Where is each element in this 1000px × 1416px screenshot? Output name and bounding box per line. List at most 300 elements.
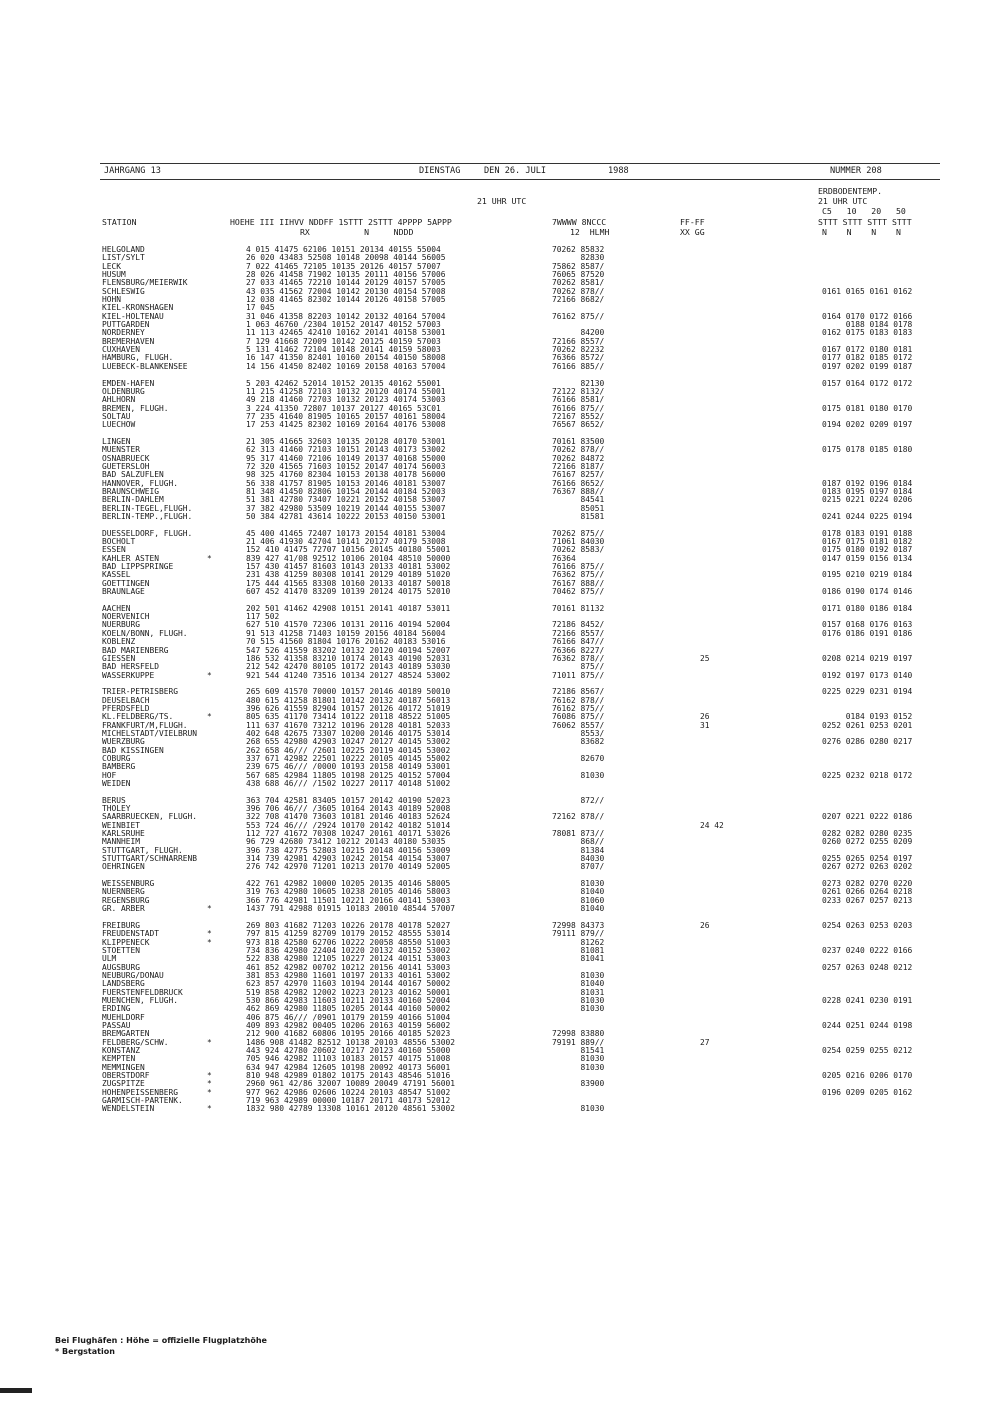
synop-data: 27 033 41465 72210 10144 20129 40157 57005 [246,278,446,288]
weather-cloud-data: 81030 [552,1054,605,1064]
soil-temperature-data: 0228 0241 0230 0191 [822,995,913,1005]
station-name: MUENSTER [102,445,141,455]
synop-data: 31 046 41358 82203 10142 20132 40164 57004 [246,311,446,321]
synop-data: 977 962 42986 02606 10224 20103 48547 51002 [246,1087,451,1097]
synop-data: 56 338 41757 81905 10153 20146 40181 53007 [246,478,446,488]
mountain-station-mark: * [207,1087,212,1097]
mountain-station-mark: * [207,1037,212,1047]
soil-temperature-data: 0161 0165 0161 0162 [822,286,913,296]
synop-data: 3 224 41350 72807 10137 20127 40165 53C01 [246,403,441,413]
soil-temperature-data: 0187 0192 0196 0184 [822,478,913,488]
synop-data: 212 542 42470 80105 10172 20143 40189 53030 [246,662,451,672]
station-row [0,780,1000,788]
synop-data: 202 501 41462 42908 10151 20141 40187 53011 [246,603,451,613]
synop-data: 5 131 41462 72104 10148 20141 40159 58003 [246,345,441,355]
synop-data: 480 615 41258 81801 10142 20132 40187 56013 [246,695,451,705]
weather-cloud-data: 72167 8552/ [552,411,605,421]
station-name: OEHRINGEN [102,862,145,872]
synop-data: 810 948 42989 01802 10175 20143 48546 51016 [246,1071,451,1081]
mountain-station-mark: * [207,1104,212,1114]
station-name: KOBLENZ [102,637,136,647]
synop-data: 921 544 41240 73516 10134 20127 48524 53002 [246,670,451,680]
station-name: STUTTGART, FLUGH. [102,845,183,855]
station-name: HAMBURG, FLUGH. [102,353,174,363]
weather-cloud-data: 81040 [552,979,605,989]
station-name: THOLEY [102,804,131,814]
synop-data: 21 406 41930 42704 10141 20127 40179 53008 [246,537,446,547]
weather-cloud-data: 76166 885// [552,361,605,371]
station-name: HOHN [102,295,122,305]
station-name: LUEBECK-BLANKENSEE [102,361,188,371]
synop-data: 734 836 42980 22404 10220 20132 40152 53002 [246,945,451,955]
year-label: 1988 [608,166,629,176]
weather-cloud-data: 76366 8572/ [552,353,605,363]
issue-number: NUMMER 208 [830,166,882,176]
station-name: PASSAU [102,1020,131,1030]
weather-cloud-data: 82130 [552,378,605,388]
synop-data: 438 688 46/// /1502 10227 20117 40148 51002 [246,779,451,788]
weather-cloud-data: 868// [552,837,605,847]
soil-temperature-data: 0175 0181 0180 0170 [822,403,913,413]
station-column-header: STATION [102,217,137,227]
station-name: MUENCHEN, FLUGH. [102,995,179,1005]
synop-data: 28 026 41458 71902 10135 20111 40156 57006 [246,270,446,280]
synop-data: 11 113 42465 42410 10162 20141 40158 53001 [246,328,446,338]
station-row [0,380,1000,388]
synop-data: 49 218 41460 72703 10132 20123 40174 53003 [246,395,446,405]
station-name: WASSERKUPPE [102,670,155,680]
weather-cloud-data: 70462 875// [552,587,605,597]
station-row [0,755,1000,763]
synop-data: 314 739 42981 42903 10242 20154 40154 53007 [246,854,451,864]
synop-data: 175 444 41565 83308 10160 20133 40187 50018 [246,578,451,588]
station-name: HUSUM [102,270,126,280]
synop-data: 157 430 41457 81603 10143 20133 40181 53002 [246,562,451,572]
soil-temperature-data: 0157 0168 0176 0163 [822,620,913,630]
station-name: OBERSTDORF [102,1071,150,1081]
synop-data: 1 063 46760 /2304 10152 20147 40152 57003 [246,320,441,330]
synop-data: 112 727 41672 70308 10247 20161 40171 53026 [246,829,451,839]
station-name: SAARBRUECKEN, FLUGH. [102,812,198,822]
station-name: EMDEN-HAFEN [102,378,155,388]
soil-stt-header: STTT STTT STTT STTT [818,217,912,227]
soil-depth-header: C5 10 20 50 [822,206,906,216]
station-name: MUEHLDORF [102,1012,145,1022]
station-name: SCHLESWIG [102,286,145,296]
weather-cloud-data: 76162 875// [552,311,605,321]
station-name: NUERNBERG [102,887,145,897]
station-name: HELGOLAND [102,245,145,254]
synop-data: 366 776 42981 11501 10221 20166 40141 53003 [246,895,451,905]
synop-data: 719 963 42989 00000 10187 20171 40173 52012 [246,1096,451,1106]
station-name: BAMBERG [102,762,136,772]
weather-cloud-data: 70262 84872 [552,453,605,463]
weather-cloud-data: 81581 [552,512,605,521]
soil-temperature-data: 0241 0244 0225 0194 [822,512,913,521]
synop-data: 269 803 41682 71203 10226 20178 40178 52027 [246,920,451,930]
station-name: BAD LIPPSPRINGE [102,562,174,572]
weather-cloud-data: 81030 [552,1104,605,1114]
weather-cloud-data: 76364 [552,553,576,563]
weather-cloud-data: 82670 [552,753,605,763]
synop-data: 17 045 [246,303,275,313]
synop-data: 530 866 42983 11603 10211 20133 40160 52004 [246,995,451,1005]
synop-data: 98 325 41760 82304 10153 20138 40178 56000 [246,470,446,480]
weather-cloud-data: 875// [552,662,605,672]
station-row [0,905,1000,913]
station-name: BREMGARTEN [102,1029,150,1039]
station-row [0,421,1000,429]
synop-data: 16 147 41350 82401 10160 20154 40150 58008 [246,353,446,363]
station-name: BOCHOLT [102,537,136,547]
station-table [0,246,1000,1114]
weather-cloud-data: 76062 8557/ [552,720,605,730]
weather-cloud-data: 78081 873// [552,829,605,839]
synop-data: 117 502 [246,612,280,622]
weather-cloud-data: 79111 879// [552,929,605,939]
soil-temperature-data: 0184 0193 0152 [822,712,913,722]
station-row [0,363,1000,371]
weather-cloud-data: 76567 8652/ [552,420,605,430]
synop-data: 91 513 41258 71403 10159 20156 40184 56004 [246,628,446,638]
weather-cloud-data: 81081 [552,945,605,955]
synop-data: 96 729 42680 73412 10212 20143 40180 53035 [246,837,446,847]
weather-cloud-data: 70262 878// [552,286,605,296]
synop-data: 973 818 42580 62706 10222 20058 48550 51003 [246,937,451,947]
synop-data: 623 857 42970 11603 10194 20144 40167 50002 [246,979,451,989]
soil-temperature-data: 0205 0216 0206 0170 [822,1071,913,1081]
synop-data: 567 685 42984 11805 10198 20125 40152 57004 [246,770,451,780]
weather-cloud-data: 81040 [552,904,605,914]
synop-data: 422 761 42982 10000 10205 20135 40146 58005 [246,879,451,889]
weather-cloud-data: 81030 [552,1004,605,1014]
station-name: BERUS [102,795,126,805]
weekday-label: DIENSTAG [419,166,461,176]
synop-data: 462 869 42980 11805 10205 20144 40160 50002 [246,1004,451,1014]
date-label: DEN 26. JULI [484,166,547,176]
synop-data: 77 235 41640 81905 10165 20157 40161 58004 [246,411,446,421]
synop-data: 186 532 41358 83210 10174 20143 40190 52031 [246,653,451,663]
station-row [0,997,1000,1005]
weather-cloud-data: 76367 888// [552,486,605,496]
station-name: BERLIN-TEGEL,FLUGH. [102,503,193,513]
synop-data: 43 035 41562 72004 10142 20130 40154 57008 [246,286,446,296]
station-name: STOETTEN [102,945,141,955]
synop-data: 45 400 41465 72407 10173 20154 40181 53004 [246,528,446,538]
synop-data: 152 410 41475 72707 10156 20145 40180 55001 [246,545,451,555]
weather-cloud-data: 70262 85832 [552,245,605,254]
wind-gust-data: 26 [700,712,710,722]
station-name: CUXHAVEN [102,345,141,355]
station-name: LINGEN [102,436,131,446]
wind-gust-data: 27 [700,1037,710,1047]
station-name: PFERDSFELD [102,703,150,713]
weather-cloud-data: 85051 [552,503,605,513]
issue-header-bar [100,163,940,180]
station-name: FLENSBURG/MEIERWIK [102,278,188,288]
station-name: KIEL-HOLTENAU [102,311,164,321]
soil-temperature-data: 0167 0172 0180 0181 [822,345,913,355]
weather-cloud-data: 76166 8581/ [552,395,605,405]
weather-cloud-data: 81030 [552,970,605,980]
synop-data: 805 635 41170 73414 10122 20118 48522 51005 [246,712,451,722]
station-row [0,930,1000,938]
station-name: BRAUNSCHWEIG [102,486,160,496]
station-name: COBURG [102,753,131,763]
synop-data: 409 893 42982 00405 10206 20163 40159 56002 [246,1020,451,1030]
station-name: WEISSENBURG [102,879,155,889]
station-row [0,571,1000,579]
synop-data: 337 671 42982 22501 10222 20105 40145 55002 [246,753,451,763]
soil-temperature-data: 0171 0180 0186 0184 [822,603,913,613]
weather-cloud-data: 81040 [552,887,605,897]
mountain-station-mark: * [207,553,212,563]
volume-label: JAHRGANG 13 [104,166,161,176]
weather-cloud-data: 81060 [552,895,605,905]
synop-data: 797 815 41259 82709 10179 20152 48555 53014 [246,929,451,939]
weather-cloud-data: 872// [552,795,605,805]
soil-temperature-data: 0188 0184 0178 [822,320,913,330]
station-name: FUERSTENFELDBRUCK [102,987,183,997]
synop-data: 839 427 41/08 92512 10106 20104 48510 50000 [246,553,451,563]
station-name: WUERZBURG [102,737,145,747]
weather-cloud-data: 72998 83880 [552,1029,605,1039]
station-row [0,605,1000,613]
station-name: OLDENBURG [102,386,145,396]
weather-column-header: 7WWWW 8NCCC [552,217,607,227]
weather-cloud-data: 72122 8132/ [552,386,605,396]
weather-cloud-data: 82830 [552,253,605,263]
soil-temperature-data: 0147 0159 0156 0134 [822,553,913,563]
weather-cloud-data: 72166 8682/ [552,295,605,305]
weather-cloud-data: 72166 8187/ [552,461,605,471]
soil-temperature-data: 0175 0180 0192 0187 [822,545,913,555]
soil-temperature-data: 0255 0265 0254 0197 [822,854,913,864]
scan-edge-mark [0,1388,32,1393]
synop-data: 239 675 46/// /0000 10193 20158 40149 53001 [246,762,451,772]
station-row [0,772,1000,780]
synop-data: 519 858 42982 12002 10223 20123 40162 50001 [246,987,451,997]
synop-data: 402 648 42675 73307 10200 20146 40175 53014 [246,728,451,738]
station-name: KARLSRUHE [102,829,145,839]
synop-data: 1832 980 42789 13308 10161 20120 48561 53002 [246,1104,456,1114]
weather-cloud-data: 70262 8581/ [552,278,605,288]
weather-cloud-data: 70161 83500 [552,436,605,446]
weather-cloud-data: 70262 878// [552,445,605,455]
weather-cloud-data: 81262 [552,937,605,947]
station-name: NEUBURG/DONAU [102,970,164,980]
synop-data: 51 381 42780 73407 10221 20152 40158 53007 [246,495,446,505]
soil-temperature-data: 0164 0170 0172 0166 [822,311,913,321]
station-name: MICHELSTADT/VIELBRUN [102,728,198,738]
station-name: FRANKFURT/M,FLUGH. [102,720,188,730]
weather-cloud-data: 76162 878// [552,695,605,705]
soil-temperature-data: 0261 0266 0264 0218 [822,887,913,897]
synop-data: 265 609 41570 70000 10157 20146 40189 50010 [246,687,451,697]
soil-n-header: N N N N [822,227,901,237]
station-row [0,630,1000,638]
synop-data: 319 763 42980 10605 10238 20105 40146 58003 [246,887,451,897]
station-name: ESSEN [102,545,126,555]
station-row [0,288,1000,296]
mountain-station-mark: * [207,1071,212,1081]
station-name: HOHENPEISSENBERG [102,1087,179,1097]
soil-temperature-data: 0257 0263 0248 0212 [822,962,913,972]
station-name: TRIER-PETRISBERG [102,687,179,697]
station-row [0,446,1000,454]
synop-data: 7 022 41465 72105 10135 20126 40157 57007 [246,261,441,271]
synop-data: 7 129 41668 72009 10142 20125 40159 57003 [246,336,441,346]
soil-temperature-data: 0254 0263 0253 0203 [822,920,913,930]
weather-cloud-data: 81030 [552,770,605,780]
weather-cloud-data: 84200 [552,328,605,338]
weather-cloud-data: 76167 8257/ [552,470,605,480]
weather-cloud-data: 81030 [552,1062,605,1072]
soil-temperature-data: 0178 0183 0191 0188 [822,528,913,538]
weather-cloud-data: 81384 [552,845,605,855]
weather-cloud-data: 76166 875// [552,403,605,413]
station-name: HOF [102,770,117,780]
station-name: BAD KISSINGEN [102,745,164,755]
wind-gust-header: FF-FF [680,217,705,227]
station-name: FELDBERG/SCHW. [102,1037,169,1047]
station-name: STUTTGART/SCHNARRENB [102,854,198,864]
station-name: ZUGSPITZE [102,1079,145,1089]
weather-cloud-data: 81030 [552,879,605,889]
soil-temperature-data: 0162 0175 0183 0183 [822,328,913,338]
station-name: WENDELSTEIN [102,1104,155,1114]
soil-temperature-data: 0157 0164 0172 0172 [822,378,913,388]
weather-cloud-data: 70262 82232 [552,345,605,355]
station-name: DUESSELDORF, FLUGH. [102,528,193,538]
synop-data: 2960 961 42/86 32007 10089 20049 47191 56001 [246,1079,456,1089]
weather-cloud-data: 81041 [552,954,605,964]
weather-cloud-data: 72162 878// [552,812,605,822]
data-column-header: HOEHE III IIHVV NDDFF 1STTT 2STTT 4PPPP 5APPP [230,217,452,227]
station-row [0,1055,1000,1063]
synop-data: 547 526 41559 83202 10132 20120 40194 52007 [246,645,451,655]
weather-cloud-data: 72166 8557/ [552,628,605,638]
weather-cloud-data: 72186 8567/ [552,687,605,697]
station-row [0,747,1000,755]
synop-data: 262 658 46/// /2601 10225 20119 40145 53002 [246,745,451,755]
weather-cloud-data: 76166 847// [552,637,605,647]
soil-temperature-data: 0194 0202 0209 0197 [822,420,913,430]
station-name: KAHLER ASTEN [102,553,160,563]
station-row [0,455,1000,463]
soil-temperature-data: 0233 0267 0257 0213 [822,895,913,905]
weather-cloud-data: 76065 87520 [552,270,605,280]
data-column-subheader: RX N NDDD [300,227,414,237]
station-name: KASSEL [102,570,131,580]
soil-temperature-data: 0197 0202 0199 0187 [822,361,913,371]
synop-data: 268 655 42980 42903 10247 20127 40145 53002 [246,737,451,747]
station-row [0,1022,1000,1030]
synop-data: 276 742 42970 71201 10213 20170 40149 52005 [246,862,451,872]
station-name: GARMISCH-PARTENK. [102,1096,183,1106]
station-name: GOETTINGEN [102,578,150,588]
station-name: KIEL-KRONSHAGEN [102,303,174,313]
weather-cloud-data: 70161 81132 [552,603,605,613]
wind-gust-data: 24 42 [700,820,724,830]
mountain-station-mark: * [207,929,212,939]
weather-cloud-data: 75862 8587/ [552,261,605,271]
weather-cloud-data: 76362 875// [552,570,605,580]
weather-cloud-data: 81031 [552,987,605,997]
station-name: BREMERHAVEN [102,336,155,346]
weather-cloud-data: 72166 8557/ [552,336,605,346]
synop-data: 81 348 41450 82806 10154 20144 40184 52003 [246,486,446,496]
synop-data: 12 038 41465 82302 10144 20126 40158 57005 [246,295,446,305]
station-row [0,947,1000,955]
synop-data: 50 384 42781 43614 10222 20153 40150 53001 [246,512,446,521]
station-row [0,688,1000,696]
station-row [0,246,1000,254]
synop-data: 111 637 41670 73212 10196 20128 40181 52033 [246,720,451,730]
synop-data: 461 852 42982 00702 10212 20156 40141 53003 [246,962,451,972]
synop-data: 212 900 41682 60806 10195 20166 40185 52023 [246,1029,451,1039]
synop-data: 396 626 41559 82904 10157 20126 40172 51019 [246,703,451,713]
station-name: NORDERNEY [102,328,145,338]
soil-temperature-data: 0225 0229 0231 0194 [822,687,913,697]
soil-temperature-data: 0177 0182 0185 0172 [822,353,913,363]
soil-temperature-data: 0282 0282 0280 0235 [822,829,913,839]
station-name: SOLTAU [102,411,131,421]
synop-data: 21 305 41665 32603 10135 20128 40170 53001 [246,436,446,446]
weather-cloud-data: 81030 [552,995,605,1005]
soil-temperature-data: 0225 0232 0218 0172 [822,770,913,780]
weather-cloud-data: 84541 [552,495,605,505]
weather-cloud-data: 8553/ [552,728,605,738]
wind-gust-data: 25 [700,653,710,663]
station-name: LUECHOW [102,420,136,430]
synop-data: 443 924 42780 20602 10217 20123 40160 55000 [246,1046,451,1055]
station-name: DEUSELBACH [102,695,150,705]
weather-cloud-data: 72186 8452/ [552,620,605,630]
soil-temperature-data: 0192 0197 0173 0140 [822,670,913,680]
observation-time: 21 UHR UTC [477,196,527,206]
station-row [0,1005,1000,1013]
station-row [0,405,1000,413]
station-row [0,588,1000,596]
station-name: ERDING [102,1004,131,1014]
station-row [0,1047,1000,1055]
station-name: KL.FELDBERG/TS. [102,712,174,722]
soil-temperature-data: 0267 0272 0263 0202 [822,862,913,872]
station-name: KEMPTEN [102,1054,136,1064]
synop-data: 72 320 41565 71603 10152 20147 40174 56003 [246,461,446,471]
station-name: BREMEN, FLUGH. [102,403,169,413]
weather-cloud-data: 83682 [552,737,605,747]
soil-temperature-data: 0254 0259 0255 0212 [822,1046,913,1055]
synop-data: 5 203 42462 52014 10152 20135 40162 55001 [246,378,441,388]
station-name: MEMMINGEN [102,1062,145,1072]
station-name: LIST/SYLT [102,253,145,263]
hlmh-header: 12 HLMH [570,227,610,237]
soil-temperature-data: 0252 0261 0253 0201 [822,720,913,730]
station-row [0,972,1000,980]
mountain-station-mark: * [207,937,212,947]
soil-temperature-data: 0244 0251 0244 0198 [822,1020,913,1030]
soil-temperature-data: 0273 0282 0270 0220 [822,879,913,889]
soil-temperature-data: 0208 0214 0219 0197 [822,653,913,663]
station-row [0,263,1000,271]
synop-data: 11 215 41258 72103 10132 20120 40174 55001 [246,386,446,396]
station-name: KOELN/BONN, FLUGH. [102,628,188,638]
weather-cloud-data: 76166 8652/ [552,478,605,488]
station-name: BERLIN-TEMP.,FLUGH. [102,512,193,521]
synop-data: 627 510 41570 72306 10131 20116 40194 52004 [246,620,451,630]
